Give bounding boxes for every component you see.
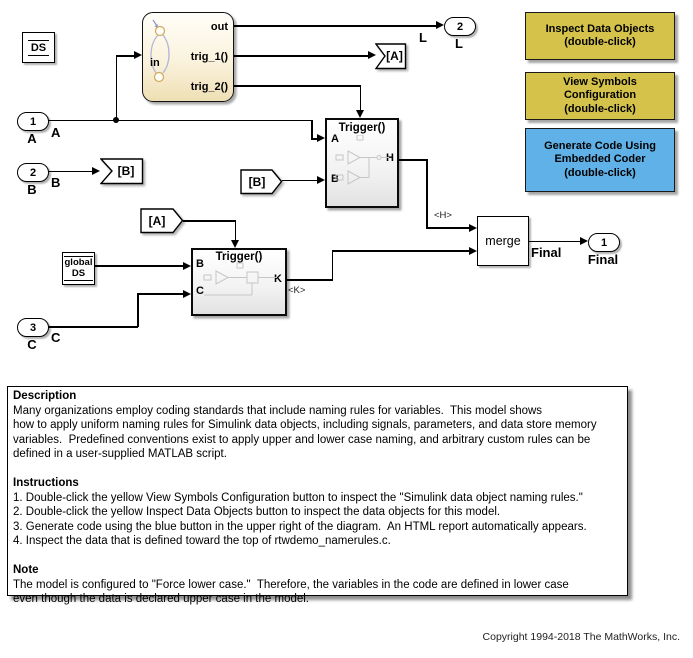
signal-line-A [311, 120, 313, 139]
signal-line-fromB [282, 180, 318, 182]
inport-3-name: C [27, 337, 37, 352]
arrowhead [469, 247, 477, 255]
copyright-text: Copyright 1994-2018 The MathWorks, Inc. [482, 631, 680, 643]
trigger1-port-H: H [386, 152, 394, 164]
global-ds-line2: DS [71, 267, 86, 279]
button-line: Configuration [563, 89, 637, 102]
arrowhead [317, 176, 325, 184]
inport-2-name: B [27, 182, 37, 197]
inport-1-name: A [27, 131, 37, 146]
instructions-line: 3. Generate code using the blue button in the upper right of the diagram. An HTML report automatically appears. [13, 520, 587, 533]
signal-label-B: B [51, 175, 61, 190]
outport-L-name: L [455, 36, 463, 51]
button-line: (double-click) [564, 36, 636, 48]
signal-line-C [137, 293, 139, 327]
global-data-store-block[interactable] [62, 252, 95, 285]
trigger1-title: Trigger() [338, 122, 386, 134]
signal-line-fromA [183, 220, 236, 222]
goto-tag-B-label: [B] [117, 164, 135, 178]
signal-line-C [47, 326, 138, 328]
trigger-subsystem-1[interactable] [325, 118, 399, 208]
arrowhead [356, 110, 364, 118]
merge-block[interactable] [477, 216, 529, 266]
branch-dot [113, 117, 119, 123]
arrowhead [580, 237, 588, 245]
signal-line-K [332, 250, 470, 252]
outport-Final-number: 1 [600, 236, 608, 249]
signal-line-fromA [235, 220, 237, 241]
signal-line-K [284, 279, 333, 281]
arrowhead [183, 262, 191, 270]
signal-line-K [332, 250, 334, 280]
description-line: Many organizations employ coding standards that include naming rules for variables. This model shows [13, 404, 543, 417]
signal-line-C [137, 293, 184, 295]
signal-line-H [396, 159, 427, 161]
signal-label-A: A [51, 125, 61, 140]
chart-port-trig1: trig_1() [190, 51, 228, 63]
signal-line-globalDS [94, 265, 184, 267]
signal-label-K-tag: <K> [288, 285, 306, 296]
model-info-box [7, 386, 628, 606]
arrowhead [183, 290, 191, 298]
button-line: Inspect Data Objects [545, 22, 655, 35]
signal-line-H [426, 227, 470, 229]
outport-L-number: 2 [456, 20, 464, 33]
signal-line-Final [528, 241, 582, 243]
instructions-line: 1. Double-click the yellow View Symbols Configuration button to inspect the "Simulink data object naming rules." [13, 491, 583, 504]
subsystem-contents-icon [203, 262, 281, 308]
chart-port-out: out [210, 21, 228, 33]
note-line: The model is configured to "Force lower case." Therefore, the variables in the code are defined in lower case [13, 578, 569, 591]
signal-label-H-tag: <H> [434, 210, 452, 221]
global-ds-line1: global [64, 257, 93, 268]
trigger2-port-K: K [274, 273, 282, 285]
outport-L[interactable] [444, 17, 476, 36]
instructions-line: 4. Inspect the data that is defined toward the top of rtwdemo_namerules.c. [13, 535, 391, 548]
chart-block[interactable] [142, 12, 234, 102]
signal-line-B [47, 171, 93, 173]
button-line: (double-click) [564, 102, 636, 115]
merge-label: merge [485, 234, 521, 248]
inport-3-number: 3 [29, 321, 37, 334]
outport-Final-name: Final [587, 252, 619, 267]
from-tag-B-label: [B] [248, 175, 266, 189]
arrowhead [469, 224, 477, 232]
signal-line-A [47, 120, 312, 122]
generate-code-button[interactable] [525, 128, 675, 192]
inport-1[interactable] [17, 112, 49, 131]
trigger2-title: Trigger() [215, 251, 263, 263]
button-line: (double-click) [564, 166, 636, 179]
trigger-subsystem-2[interactable] [191, 248, 287, 316]
note-title: Note [13, 563, 39, 576]
inport-2[interactable] [17, 163, 49, 182]
arrowhead [134, 51, 142, 59]
data-store-label: DS [28, 40, 49, 56]
trigger1-port-B: B [331, 173, 339, 185]
signal-line-trig2 [360, 85, 362, 111]
global-ds-label [64, 256, 94, 281]
inport-1-number: 1 [29, 115, 37, 128]
goto-tag-A-label: [A] [386, 49, 403, 63]
inport-2-number: 2 [29, 166, 37, 179]
stateflow-icon [147, 17, 177, 91]
signal-branch-A [116, 55, 118, 121]
button-line: Generate Code Using [544, 139, 656, 152]
button-line: Embedded Coder [554, 153, 646, 166]
arrowhead [436, 21, 444, 29]
trigger1-port-A: A [331, 133, 339, 145]
trigger2-port-C: C [196, 285, 204, 297]
note-line: even though the data is declared upper case in the model. [13, 593, 310, 606]
subsystem-contents-icon [335, 135, 391, 195]
data-store-memory-block[interactable] [22, 32, 55, 63]
view-symbols-configuration-button[interactable] [525, 72, 675, 120]
from-tag-A-label: [A] [148, 214, 166, 228]
signal-line-trig2 [232, 85, 361, 87]
description-line: variables. Predefined conventions exist to apply upper and lower case naming, and arbitrary custom rules can be [13, 433, 591, 446]
instructions-section [13, 476, 627, 549]
note-section [13, 563, 627, 607]
inspect-data-objects-button[interactable] [525, 12, 675, 60]
description-section [13, 389, 627, 462]
instructions-line: 2. Double-click the yellow Inspect Data Objects button to inspect the data objects for this model. [13, 506, 501, 519]
arrowhead [317, 134, 325, 142]
chart-port-in: in [150, 57, 160, 69]
description-title: Description [13, 390, 77, 402]
arrowhead [231, 240, 239, 248]
signal-label-C: C [51, 330, 61, 345]
instructions-title: Instructions [13, 476, 79, 489]
signal-line-trig1 [232, 55, 369, 57]
signal-label-L: L [419, 30, 427, 45]
signal-line-H [426, 159, 428, 228]
signal-branch-A [116, 55, 136, 57]
inport-3[interactable] [17, 318, 49, 337]
signal-label-Final: Final [531, 245, 562, 260]
outport-Final[interactable] [588, 233, 620, 252]
arrowhead [92, 167, 100, 175]
description-line: defined in a user-supplied MATLAB script. [13, 448, 227, 461]
signal-line-out-L [232, 25, 437, 27]
chart-port-trig2: trig_2() [190, 81, 228, 93]
button-line: View Symbols [563, 75, 637, 88]
description-line: how to apply uniform naming rules for Simulink data objects, including signals, parameters, and data store memory [13, 419, 597, 432]
trigger2-port-B: B [196, 258, 204, 270]
